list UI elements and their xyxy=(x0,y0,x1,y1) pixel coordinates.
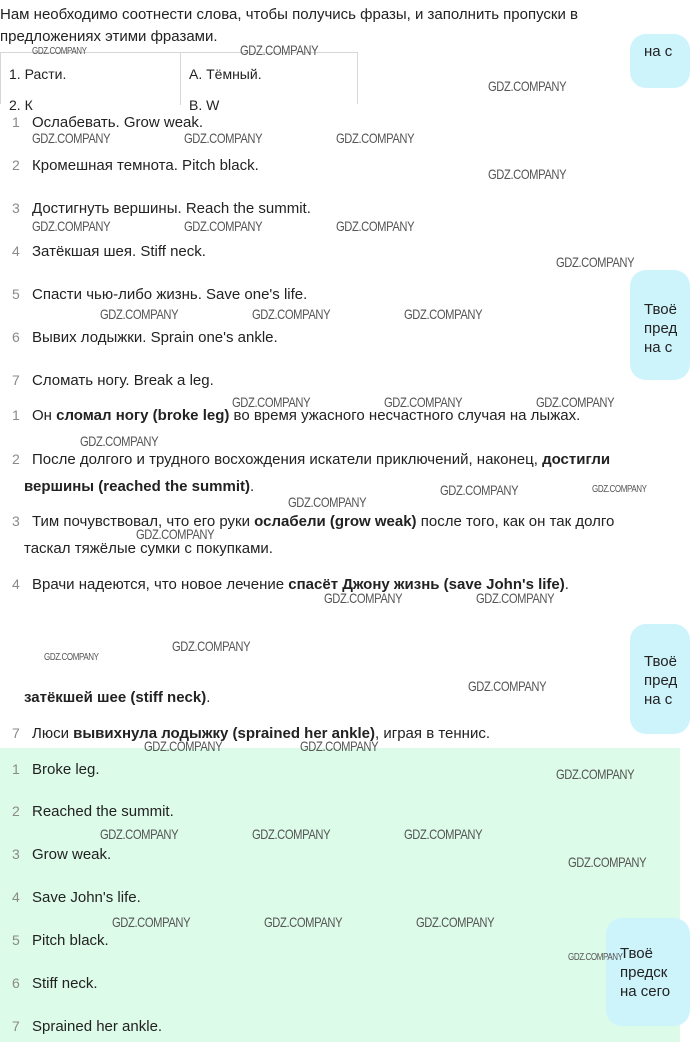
item-number: 2 xyxy=(12,803,20,819)
item-number: 5 xyxy=(12,286,20,302)
item-text: Затёкшая шея. Stiff neck. xyxy=(32,243,206,260)
item-number: 1 xyxy=(12,761,20,777)
item-text: Люси вывихнула лодыжку (sprained her ankle), играя в теннис. xyxy=(32,725,490,742)
table-cell-left: 1. Расти. xyxy=(9,66,67,82)
item-number: 4 xyxy=(12,889,20,905)
item-text: Save John's life. xyxy=(32,889,141,906)
item-number: 3 xyxy=(12,200,20,216)
item-text: Спасти чью-либо жизнь. Save one's life. xyxy=(32,286,308,303)
watermark: GDZ.COMPANY xyxy=(144,738,223,754)
matching-table xyxy=(0,52,358,113)
watermark: GDZ.COMPANY xyxy=(336,130,415,146)
watermark: GDZ.COMPANY xyxy=(324,590,403,606)
item-number: 1 xyxy=(12,114,20,130)
item-number: 7 xyxy=(12,725,20,741)
watermark: GDZ.COMPANY xyxy=(336,218,415,234)
watermark: GDZ.COMPANY xyxy=(80,433,159,449)
watermark: GDZ.COMPANY xyxy=(468,678,547,694)
promo-bubble-line: Твоё xyxy=(644,653,677,670)
table-cell-left-cut: 2. К xyxy=(9,97,33,113)
watermark: GDZ.COMPANY xyxy=(488,166,567,182)
item-number: 1 xyxy=(12,407,20,423)
watermark: GDZ.COMPANY xyxy=(300,738,379,754)
watermark: GDZ.COMPANY xyxy=(184,130,263,146)
item-text: Broke leg. xyxy=(32,761,100,778)
item-number: 4 xyxy=(12,243,20,259)
watermark: GDZ.COMPANY xyxy=(568,854,647,870)
item-text: Grow weak. xyxy=(32,846,112,863)
item-number: 4 xyxy=(12,576,20,592)
item-text: Сломать ногу. Break a leg. xyxy=(32,372,214,389)
watermark: GDZ.COMPANY xyxy=(100,306,179,322)
item-text: Тим почувствовал, что его руки ослабели (grow weak) после того, как он так долго xyxy=(32,513,615,530)
watermark: GDZ.COMPANY xyxy=(252,826,331,842)
watermark: GDZ.COMPANY xyxy=(476,590,555,606)
watermark: GDZ.COMPANY xyxy=(556,254,635,270)
watermark: GDZ.COMPANY xyxy=(184,218,263,234)
item-text: Кромешная темнота. Pitch black. xyxy=(32,157,259,174)
promo-bubble-line: на сего xyxy=(620,983,671,1000)
promo-bubble-line: Твоё xyxy=(620,945,653,962)
watermark: GDZ.COMPANY xyxy=(32,218,111,234)
promo-bubble-line: на с xyxy=(644,691,673,708)
item-number: 5 xyxy=(12,932,20,948)
watermark: GDZ.COMPANY xyxy=(44,652,99,663)
item-number: 6 xyxy=(12,329,20,345)
item-number: 2 xyxy=(12,451,20,467)
promo-bubble-top[interactable] xyxy=(630,34,690,88)
watermark: GDZ.COMPANY xyxy=(416,914,495,930)
watermark: GDZ.COMPANY xyxy=(404,826,483,842)
item-text: Врачи надеются, что новое лечение спасёт Джону жизнь (save John's life). xyxy=(32,576,569,593)
table-cell-right: A. Тёмный. xyxy=(189,66,262,82)
item-text: Вывих лодыжки. Sprain one's ankle. xyxy=(32,329,278,346)
watermark: GDZ.COMPANY xyxy=(488,78,567,94)
promo-bubble-mid[interactable] xyxy=(630,270,690,380)
item-number: 7 xyxy=(12,372,20,388)
table-cell-right-cut: B. W xyxy=(189,97,220,113)
watermark: GDZ.COMPANY xyxy=(32,46,87,57)
promo-bubble-line: пред xyxy=(644,320,678,337)
watermark: GDZ.COMPANY xyxy=(32,130,111,146)
item-text: После долгого и трудного восхождения искатели приключений, наконец, достигли xyxy=(32,451,611,468)
watermark: GDZ.COMPANY xyxy=(556,766,635,782)
item-number: 3 xyxy=(12,513,20,529)
watermark: GDZ.COMPANY xyxy=(172,638,251,654)
intro-text: Нам необходимо соотнести слова, чтобы получись фразы, и заполнить пропуски в предложениях этими фразами. xyxy=(0,6,579,45)
promo-bubble-line: на с xyxy=(644,339,673,356)
item-text: Достигнуть вершины. Reach the summit. xyxy=(32,200,311,217)
watermark: GDZ.COMPANY xyxy=(136,526,215,542)
promo-bubble-line: пред xyxy=(644,672,678,689)
item-text: Ослабевать. Grow weak. xyxy=(32,114,204,131)
promo-bubble-line: Твоё xyxy=(644,301,677,318)
item-text: Stiff neck. xyxy=(32,975,98,992)
watermark: GDZ.COMPANY xyxy=(440,482,519,498)
item-number: 3 xyxy=(12,846,20,862)
watermark: GDZ.COMPANY xyxy=(568,952,623,963)
promo-bubble-lower[interactable] xyxy=(630,624,690,734)
watermark: GDZ.COMPANY xyxy=(252,306,331,322)
table-divider xyxy=(180,53,181,105)
item-text: Он сломал ногу (broke leg) во время ужасного несчастного случая на лыжах. xyxy=(32,407,581,424)
watermark: GDZ.COMPANY xyxy=(404,306,483,322)
watermark: GDZ.COMPANY xyxy=(288,494,367,510)
promo-bubble-bottom[interactable] xyxy=(606,918,690,1026)
item-text: Reached the summit. xyxy=(32,803,174,820)
watermark: GDZ.COMPANY xyxy=(592,484,647,495)
watermark: GDZ.COMPANY xyxy=(536,394,615,410)
promo-bubble-line: предск xyxy=(620,964,668,981)
watermark: GDZ.COMPANY xyxy=(240,42,319,58)
watermark: GDZ.COMPANY xyxy=(100,826,179,842)
item-text: Pitch black. xyxy=(32,932,109,949)
watermark: GDZ.COMPANY xyxy=(232,394,311,410)
watermark: GDZ.COMPANY xyxy=(384,394,463,410)
item-text: Sprained her ankle. xyxy=(32,1018,163,1035)
item-number: 7 xyxy=(12,1018,20,1034)
promo-bubble-text: на с xyxy=(644,43,673,60)
item-number: 6 xyxy=(12,975,20,991)
item-number: 2 xyxy=(12,157,20,173)
watermark: GDZ.COMPANY xyxy=(112,914,191,930)
watermark: GDZ.COMPANY xyxy=(264,914,343,930)
